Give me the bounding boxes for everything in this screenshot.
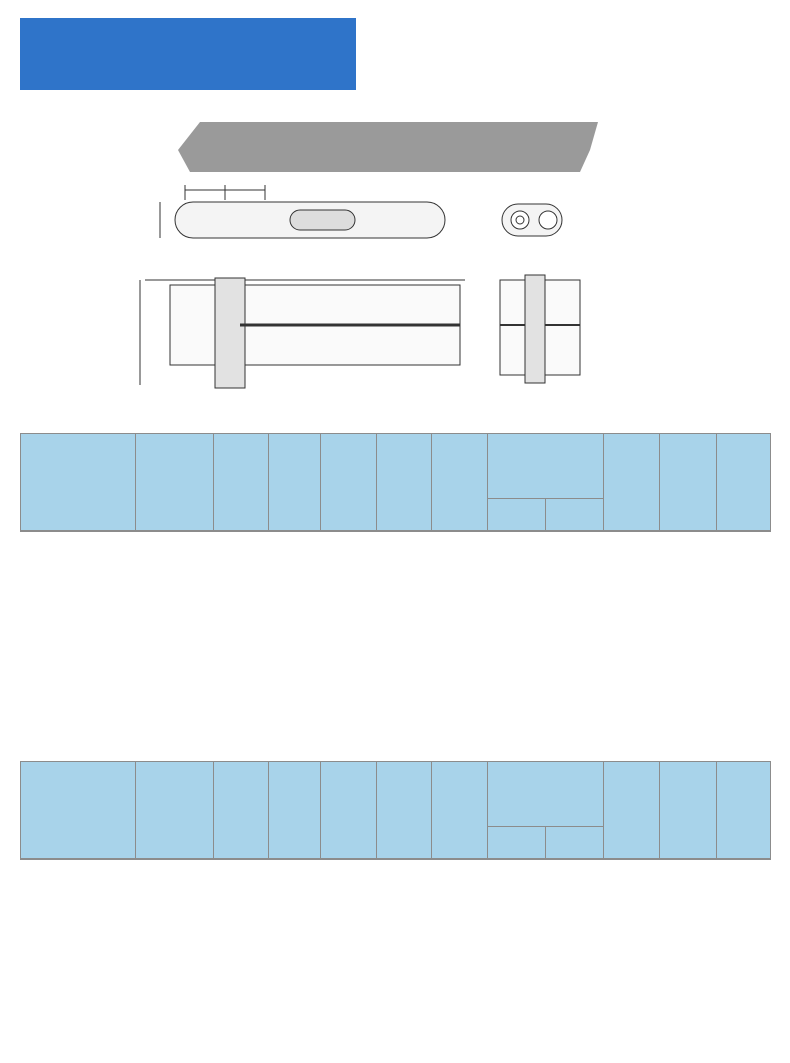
col-l-header bbox=[488, 498, 546, 530]
col-lc-header-b bbox=[546, 826, 604, 858]
col-spec-header bbox=[21, 434, 136, 531]
col-breaking-header bbox=[660, 434, 717, 531]
chain-side-view bbox=[160, 185, 562, 238]
col-chain-no-header bbox=[21, 762, 136, 859]
header-banner bbox=[20, 18, 356, 90]
table-a-title bbox=[20, 413, 30, 429]
col-l-header-b bbox=[488, 826, 546, 858]
col-plate-header bbox=[321, 434, 377, 531]
units-row bbox=[21, 531, 771, 532]
col-transverse-header bbox=[604, 434, 660, 531]
col-weight-header-b bbox=[717, 762, 771, 859]
col-depth-header-b bbox=[377, 762, 432, 859]
col-pin-header-b bbox=[432, 762, 488, 859]
col-roller-header-b bbox=[214, 762, 269, 859]
table-b bbox=[20, 761, 771, 860]
chain-top-view bbox=[140, 275, 580, 388]
col-inner-header bbox=[269, 434, 321, 531]
col-breaking-header-b bbox=[660, 762, 717, 859]
col-pin-length-header bbox=[488, 434, 604, 499]
col-pitch-header bbox=[136, 434, 214, 531]
col-pin-header bbox=[432, 434, 488, 531]
footnote bbox=[20, 1012, 26, 1021]
col-inner-header-b bbox=[269, 762, 321, 859]
chain-technical-drawing bbox=[0, 100, 790, 400]
table-a bbox=[20, 433, 771, 532]
col-weight-header bbox=[717, 434, 771, 531]
col-lc-header bbox=[546, 498, 604, 530]
units-row-b bbox=[21, 859, 771, 860]
col-pitch-header-b bbox=[136, 762, 214, 859]
col-plate-header-b bbox=[321, 762, 377, 859]
chain-photo bbox=[178, 122, 598, 172]
table-b-title bbox=[20, 740, 30, 756]
col-pin-length-header-b bbox=[488, 762, 604, 827]
col-transverse-header-b bbox=[604, 762, 660, 859]
col-roller-header bbox=[214, 434, 269, 531]
col-depth-header bbox=[377, 434, 432, 531]
